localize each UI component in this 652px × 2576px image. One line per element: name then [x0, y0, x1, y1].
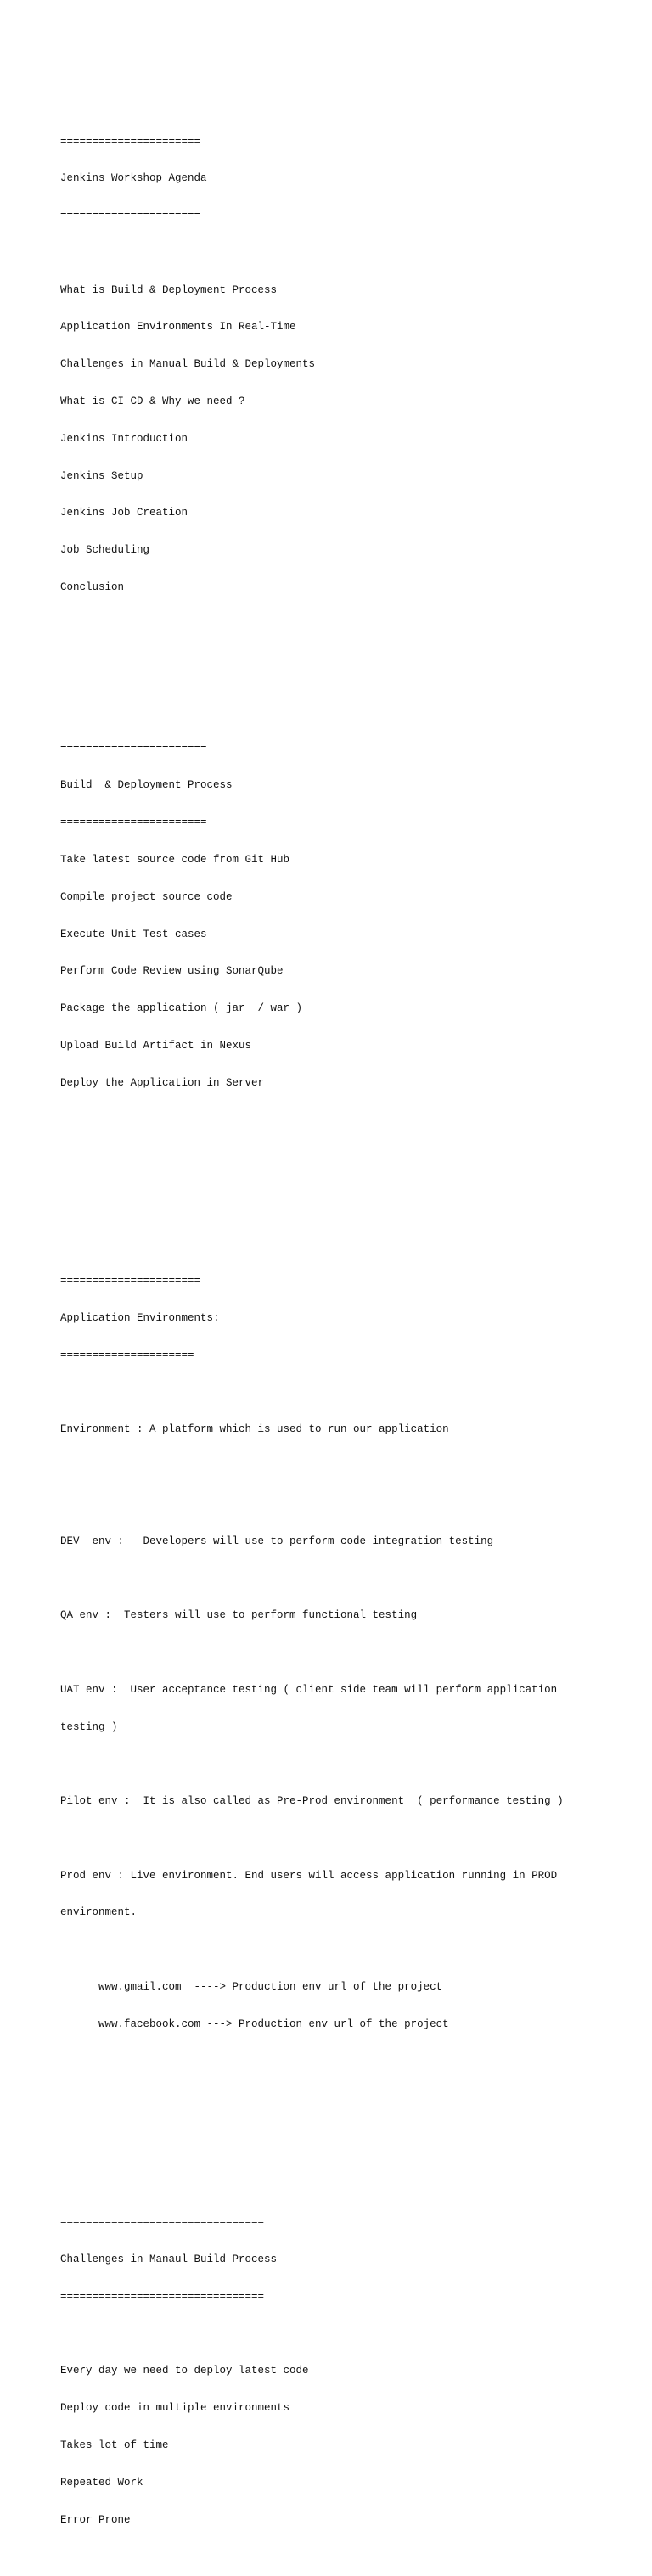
env-title: Application Environments: [60, 1311, 220, 1324]
spacer [60, 1572, 638, 1585]
challenge-item: Takes lot of time [60, 2439, 169, 2451]
spacer [60, 1758, 638, 1771]
env-uat-line1: UAT env : User acceptance testing ( client side team will perform application [60, 1683, 558, 1696]
env-rule-bottom: ===================== [60, 1349, 194, 1361]
agenda-item: What is CI CD & Why we need ? [60, 396, 245, 408]
spacer [60, 2130, 638, 2142]
agenda-rule-top: ====================== [60, 135, 201, 148]
env-dev: DEV env : Developers will use to perform code integration testing [60, 1535, 494, 1547]
env-example-url: www.facebook.com ---> Production env url of the project [60, 2018, 449, 2030]
agenda-item: Jenkins Job Creation [60, 507, 188, 519]
spacer [60, 1461, 638, 1473]
spacer [60, 1647, 638, 1659]
spacer [60, 1498, 638, 1511]
build-step: Deploy the Application in Server [60, 1076, 265, 1089]
spacer [60, 2328, 638, 2341]
spacer [60, 2092, 638, 2105]
agenda-item: Job Scheduling [60, 544, 150, 557]
challenges-section [60, 2192, 638, 2551]
spacer [60, 656, 638, 669]
agenda-section [60, 110, 638, 618]
challenge-item: Every day we need to deploy latest code [60, 2365, 309, 2377]
spacer [60, 1832, 638, 1845]
build-step: Upload Build Artifact in Nexus [60, 1039, 252, 1052]
spacer [60, 247, 638, 260]
build-step: Compile project source code [60, 890, 233, 903]
agenda-item: Jenkins Setup [60, 469, 143, 482]
challenge-item: Repeated Work [60, 2476, 143, 2489]
challenge-item: Error Prone [60, 2513, 131, 2526]
agenda-item: Challenges in Manual Build & Deployments [60, 358, 316, 371]
agenda-item: What is Build & Deployment Process [60, 283, 278, 296]
agenda-item: Conclusion [60, 581, 125, 593]
challenges-rule-bottom: ================================ [60, 2290, 265, 2303]
env-example-url: www.gmail.com ----> Production env url of the project [60, 1981, 443, 1994]
spacer [60, 1944, 638, 1956]
build-process-section [60, 717, 638, 1114]
env-definition: Environment : A platform which is used to run our application [60, 1423, 449, 1436]
env-rule-top: ====================== [60, 1275, 201, 1288]
challenges-title: Challenges in Manaul Build Process [60, 2253, 278, 2266]
build-step: Perform Code Review using SonarQube [60, 965, 284, 978]
env-prod-line2: environment. [60, 1906, 138, 1919]
env-prod-line1: Prod env : Live environment. End users will access application running in PROD [60, 1869, 558, 1882]
document-body [60, 61, 638, 2576]
spacer [60, 1387, 638, 1400]
env-uat-line2: testing ) [60, 1720, 118, 1733]
agenda-item: Application Environments In Real-Time [60, 321, 296, 334]
build-step: Execute Unit Test cases [60, 928, 207, 940]
challenge-item: Deploy code in multiple environments [60, 2402, 290, 2415]
env-qa: QA env : Testers will use to perform functional testing [60, 1609, 418, 1622]
build-step: Package the application ( jar / war ) [60, 1002, 303, 1015]
build-rule-top: ======================= [60, 742, 207, 755]
agenda-rule-bottom: ====================== [60, 210, 201, 222]
spacer [60, 1188, 638, 1201]
agenda-title: Jenkins Workshop Agenda [60, 172, 207, 185]
spacer [60, 1151, 638, 1164]
challenges-rule-top: ================================ [60, 2216, 265, 2229]
build-rule-bottom: ======================= [60, 817, 207, 829]
build-title: Build & Deployment Process [60, 779, 233, 792]
build-step: Take latest source code from Git Hub [60, 854, 290, 866]
env-pilot: Pilot env : It is also called as Pre-Prod environment ( performance testing ) [60, 1795, 564, 1808]
environments-section [60, 1250, 638, 2056]
agenda-item: Jenkins Introduction [60, 432, 188, 445]
